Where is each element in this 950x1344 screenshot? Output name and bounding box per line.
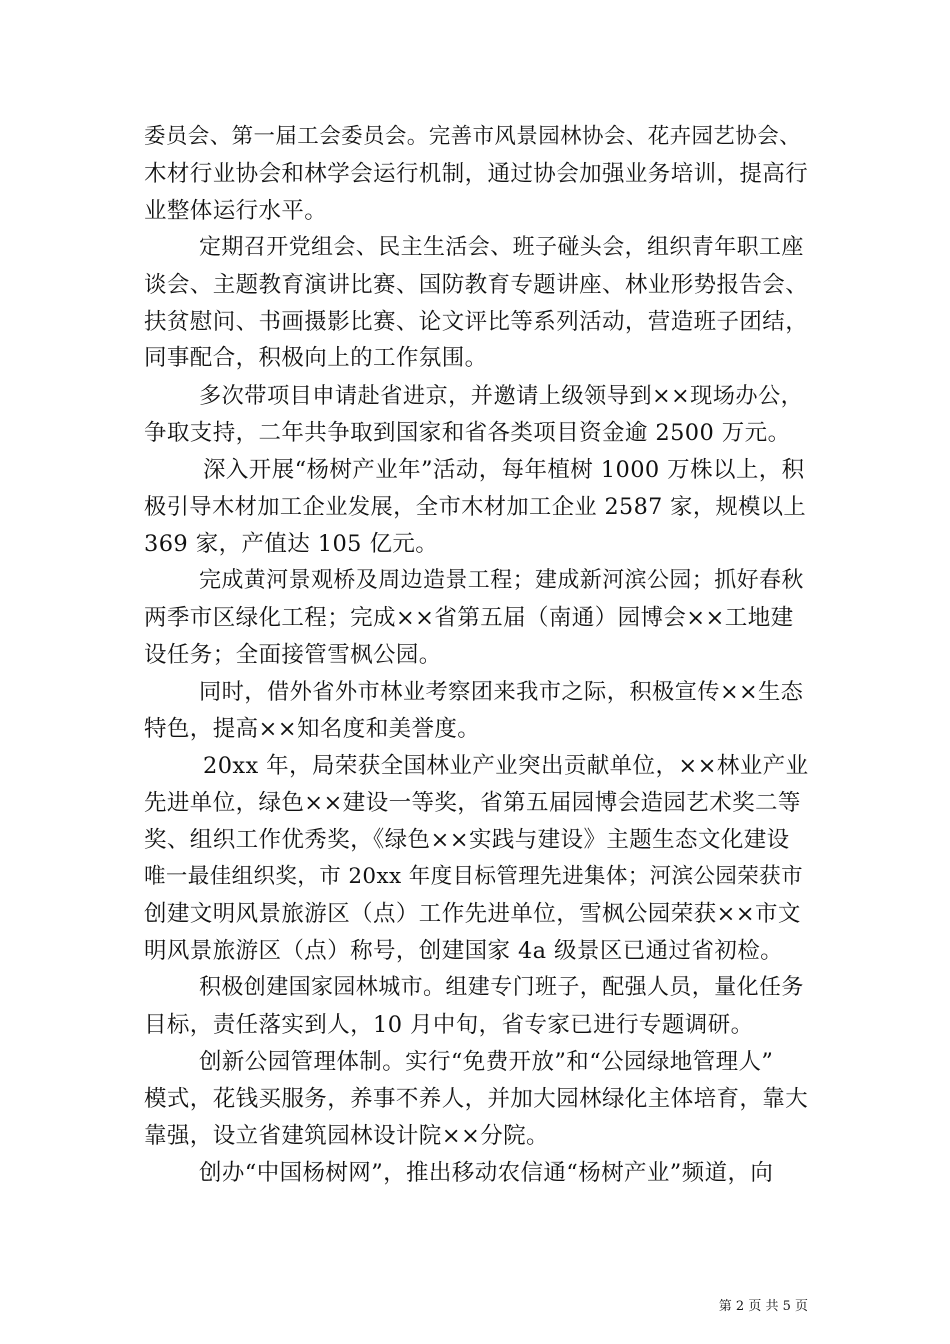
text-line: 委员会、第一届工会委员会。完善市风景园林协会、花卉园艺协会、 (144, 124, 802, 149)
text-line: 创办“中国杨树网”，推出移动农信通“杨树产业”频道，向 (199, 1160, 774, 1186)
text-line: 扶贫慰问、书画摄影比赛、论文评比等系列活动，营造班子团结， (144, 309, 809, 335)
text-line: 业整体运行水平。 (144, 198, 328, 224)
text-line: 20xx 年，局荣获全国林业产业突出贡献单位，××林业产业 (203, 753, 809, 779)
text-line: 明风景旅游区（点）称号，创建国家 4a 级景区已通过省初检。 (144, 938, 784, 964)
text-line: 木材行业协会和林学会运行机制，通过协会加强业务培训，提高行 (144, 161, 809, 187)
text-line: 模式，花钱买服务，养事不养人，并加大园林绿化主体培育，靠大 (144, 1086, 809, 1112)
text-line: 特色，提高××知名度和美誉度。 (144, 716, 481, 742)
text-line: 完成黄河景观桥及周边造景工程；建成新河滨公园；抓好春秋 (199, 568, 804, 593)
text-line: 积极创建国家园林城市。组建专门班子，配强人员，量化任务 (199, 975, 804, 1000)
text-line: 创新公园管理体制。实行“免费开放”和“公园绿地管理人” (199, 1049, 774, 1075)
text-line: 奖、组织工作优秀奖，《绿色××实践与建设》主题生态文化建设 (144, 827, 790, 853)
text-line: 同时，借外省外市林业考察团来我市之际，积极宣传××生态 (199, 679, 804, 705)
text-line: 设任务；全面接管雪枫公园。 (144, 642, 442, 668)
text-line: 靠强，设立省建筑园林设计院××分院。 (144, 1123, 549, 1149)
text-line: 两季市区绿化工程；完成××省第五届（南通）园博会××工地建 (144, 605, 794, 631)
text-line: 多次带项目申请赴省进京，并邀请上级领导到××现场办公， (199, 383, 804, 409)
text-line: 369 家，产值达 105 亿元。 (144, 531, 439, 557)
text-line: 定期召开党组会、民主生活会、班子碰头会，组织青年职工座 (199, 235, 804, 260)
text-line: 唯一最佳组织奖，市 20xx 年度目标管理先进集体；河滨公园荣获市 (144, 864, 803, 889)
text-line: 争取支持，二年共争取到国家和省各类项目资金逾 2500 万元。 (144, 420, 791, 446)
text-line: 先进单位，绿色××建设一等奖，省第五届园博会造园艺术奖二等 (144, 790, 801, 816)
text-line: 创建文明风景旅游区（点）工作先进单位，雪枫公园荣获××市文 (144, 901, 801, 927)
page-number: 第 2 页 共 5 页 (718, 1299, 808, 1314)
text-line: 谈会、主题教育演讲比赛、国防教育专题讲座、林业形势报告会、 (144, 272, 809, 298)
text-line: 同事配合，积极向上的工作氛围。 (144, 345, 488, 371)
text-line: 深入开展“杨树产业年”活动，每年植树 1000 万株以上，积 (203, 457, 805, 483)
text-line: 极引导木材加工企业发展，全市木材加工企业 2587 家，规模以上 (144, 494, 807, 520)
text-line: 目标，责任落实到人，10 月中旬，省专家已进行专题调研。 (144, 1012, 754, 1038)
